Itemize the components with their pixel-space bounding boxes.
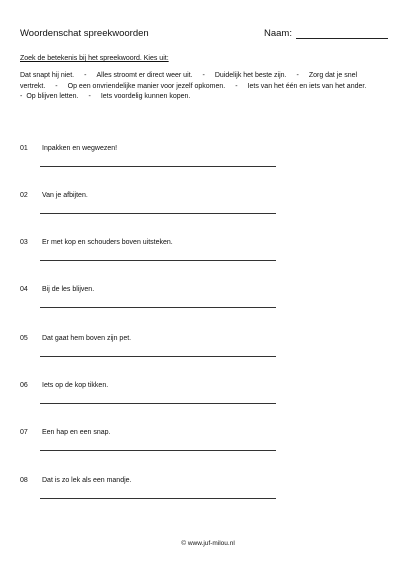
name-input-line[interactable] [296,38,388,39]
option-separator: - [55,82,58,90]
options-line-3 [20,92,396,103]
option-item: Duidelijk het beste zijn. [214,72,287,79]
name-label: Naam: [264,28,292,39]
options-line-2 [20,82,396,93]
question-number: 03 [20,239,28,246]
option-separator: - [202,72,205,79]
answer-line[interactable] [40,450,276,451]
answer-line[interactable] [40,260,276,261]
answer-line[interactable] [40,498,276,499]
option-item-wrapped-start: Zorg dat je snel [308,72,358,79]
footer-copyright: © www.juf-milou.nl [181,540,235,547]
answer-line[interactable] [40,403,276,404]
option-item: Iets voordelig kunnen kopen. [100,93,191,100]
answer-line[interactable] [40,307,276,308]
option-item: Op blijven letten. [26,93,79,100]
answer-line[interactable] [40,356,276,357]
question-text: Er met kop en schouders boven uitsteken. [42,239,173,246]
option-separator: - [84,72,87,79]
option-separator: - [296,72,299,79]
options-list [20,71,396,103]
question-04 [20,286,400,316]
option-item-wrapped-end: vertrekt. [20,82,46,90]
header [20,28,390,42]
options-line-1 [20,71,396,82]
question-01 [20,145,400,175]
question-text: Bij de les blijven. [42,286,95,293]
question-number: 02 [20,192,28,199]
question-02 [20,192,400,222]
option-item: Op een onvriendelijke manier voor jezelf opkomen. [67,82,226,90]
question-number: 01 [20,145,28,152]
question-text: Inpakken en wegwezen! [42,145,118,152]
question-08 [20,477,400,507]
question-text: Dat is zo lek als een mandje. [42,477,132,484]
option-item: Dat snapt hij niet. [20,72,75,79]
question-number: 05 [20,335,28,342]
question-text: Van je afbijten. [42,192,88,199]
answer-line[interactable] [40,166,276,167]
question-number: 08 [20,477,28,484]
question-text: Een hap en een snap. [42,429,111,436]
option-item: Iets van het één en iets van het ander. [247,82,367,90]
question-number: 06 [20,382,28,389]
option-separator: - [235,82,238,90]
question-number: 07 [20,429,28,436]
question-text: Dat gaat hem boven zijn pet. [42,335,132,342]
answer-line[interactable] [40,213,276,214]
page-title: Woordenschat spreekwoorden [20,28,149,39]
question-03 [20,239,400,269]
option-separator: - [20,93,23,100]
question-07 [20,429,400,459]
question-number: 04 [20,286,28,293]
option-separator: - [88,93,91,100]
instruction-text: Zoek de betekenis bij het spreekwoord. Kies uit: [20,55,169,62]
question-06 [20,382,400,412]
option-item: Alles stroomt er direct weer uit. [96,72,193,79]
question-text: Iets op de kop tikken. [42,382,109,389]
question-05 [20,335,400,365]
